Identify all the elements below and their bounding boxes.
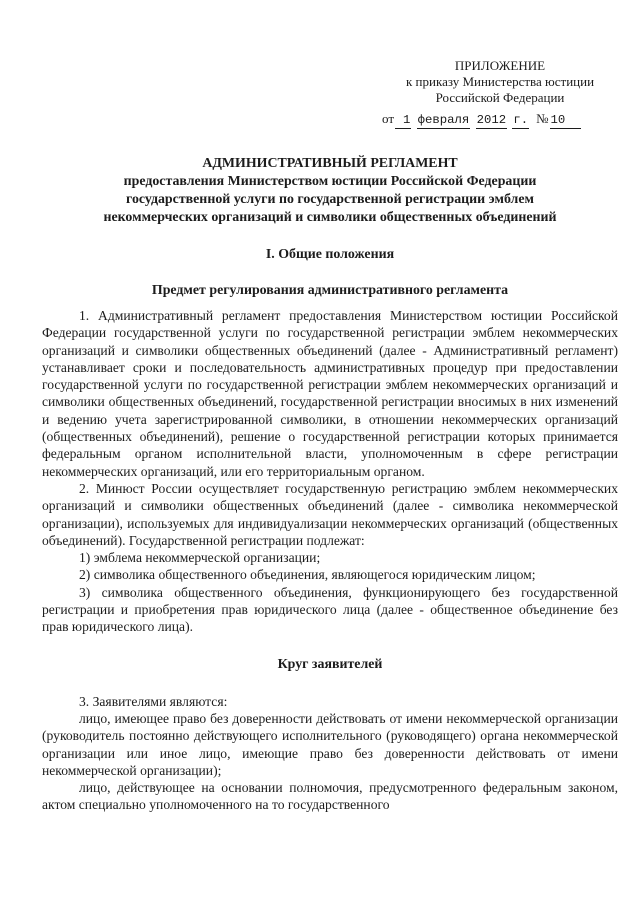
date-suffix: г.: [513, 113, 529, 127]
appendix-order-line: к приказу Министерства юстиции: [405, 74, 595, 89]
section-heading-general: I. Общие положения: [265, 247, 395, 262]
title-line-3: государственной услуги по государственной регистрации эмблем: [126, 192, 534, 207]
title-line-2: предоставления Министерством юстиции Российской Федерации: [123, 174, 537, 189]
order-date-line: [382, 109, 618, 129]
appendix-org-line: Российской Федерации: [435, 90, 565, 105]
paragraph-2: 2. Минюст России осуществляет государственную регистрацию эмблем некоммерческих организаций и символики общественных объединений (далее - символика некоммерческой организации), используемых для индивидуализации некоммерческих организаций (общественных объединений). Государственной регистрации подлежат:: [42, 480, 618, 548]
registration-item-2: 2) символика общественного объединения, являющегося юридическим лицом;: [79, 567, 536, 583]
sub-heading-applicants: Круг заявителей: [277, 656, 383, 672]
title-line-1: АДМИНИСТРАТИВНЫЙ РЕГЛАМЕНТ: [202, 156, 458, 171]
title-line-4: некоммерческих организаций и символики общественных объединений: [103, 210, 557, 225]
date-prefix: от: [382, 111, 395, 126]
registration-item-3: 3) символика общественного объединения, функционирующего без государственной регистрации и приобретения прав юридического лица (далее - общественное объединение без прав юридического лица).: [42, 584, 618, 635]
applicant-item-2: лицо, действующее на основании полномочия, предусмотренного федеральным законом, актом специально уполномоченного на то государственного: [42, 780, 618, 813]
date-day: 1: [395, 113, 411, 129]
paragraph-1: 1. Административный регламент предоставления Министерством юстиции Российской Федерации государственной услуги по государственной регистрации эмблем некоммерческих организаций и символики общественных объединений (далее - Административный регламент) устанавливает сроки и последовательность административных процедур при предоставлении государственной услуги по государственной регистрации эмблем некоммерческих организаций и символики общественных объединений, государственной регистрации вносимых в них изменений и ведению учета зарегистрированной символики, в отношении некоммерческих организаций (общественных объединений), решение о государственной регистрации которых принимается федеральным органом исполнительной власти, уполномоченным в сфере регистрации некоммерческих организаций, или его территориальным органом.: [42, 308, 618, 479]
document-title: [42, 155, 618, 227]
applicant-item-1: лицо, имеющее право без доверенности действовать от имени некоммерческой организации (руководитель постоянно действующего исполнительного (руководящего) органа некоммерческой организации или иное лицо, имеющие право без доверенности действовать от имени некоммерческой организации);: [42, 710, 618, 778]
sub-heading-subject: Предмет регулирования административного регламента: [151, 283, 509, 298]
order-number: 10: [550, 113, 582, 129]
appendix-block: [382, 58, 618, 129]
number-sign: №: [536, 111, 549, 126]
date-year: 2012: [476, 113, 507, 127]
appendix-title: ПРИЛОЖЕНИЕ: [454, 58, 546, 73]
registration-item-1: 1) эмблема некоммерческой организации;: [79, 550, 321, 566]
date-month: февраля: [417, 113, 470, 127]
paragraph-3-intro: 3. Заявителями являются:: [79, 693, 228, 709]
